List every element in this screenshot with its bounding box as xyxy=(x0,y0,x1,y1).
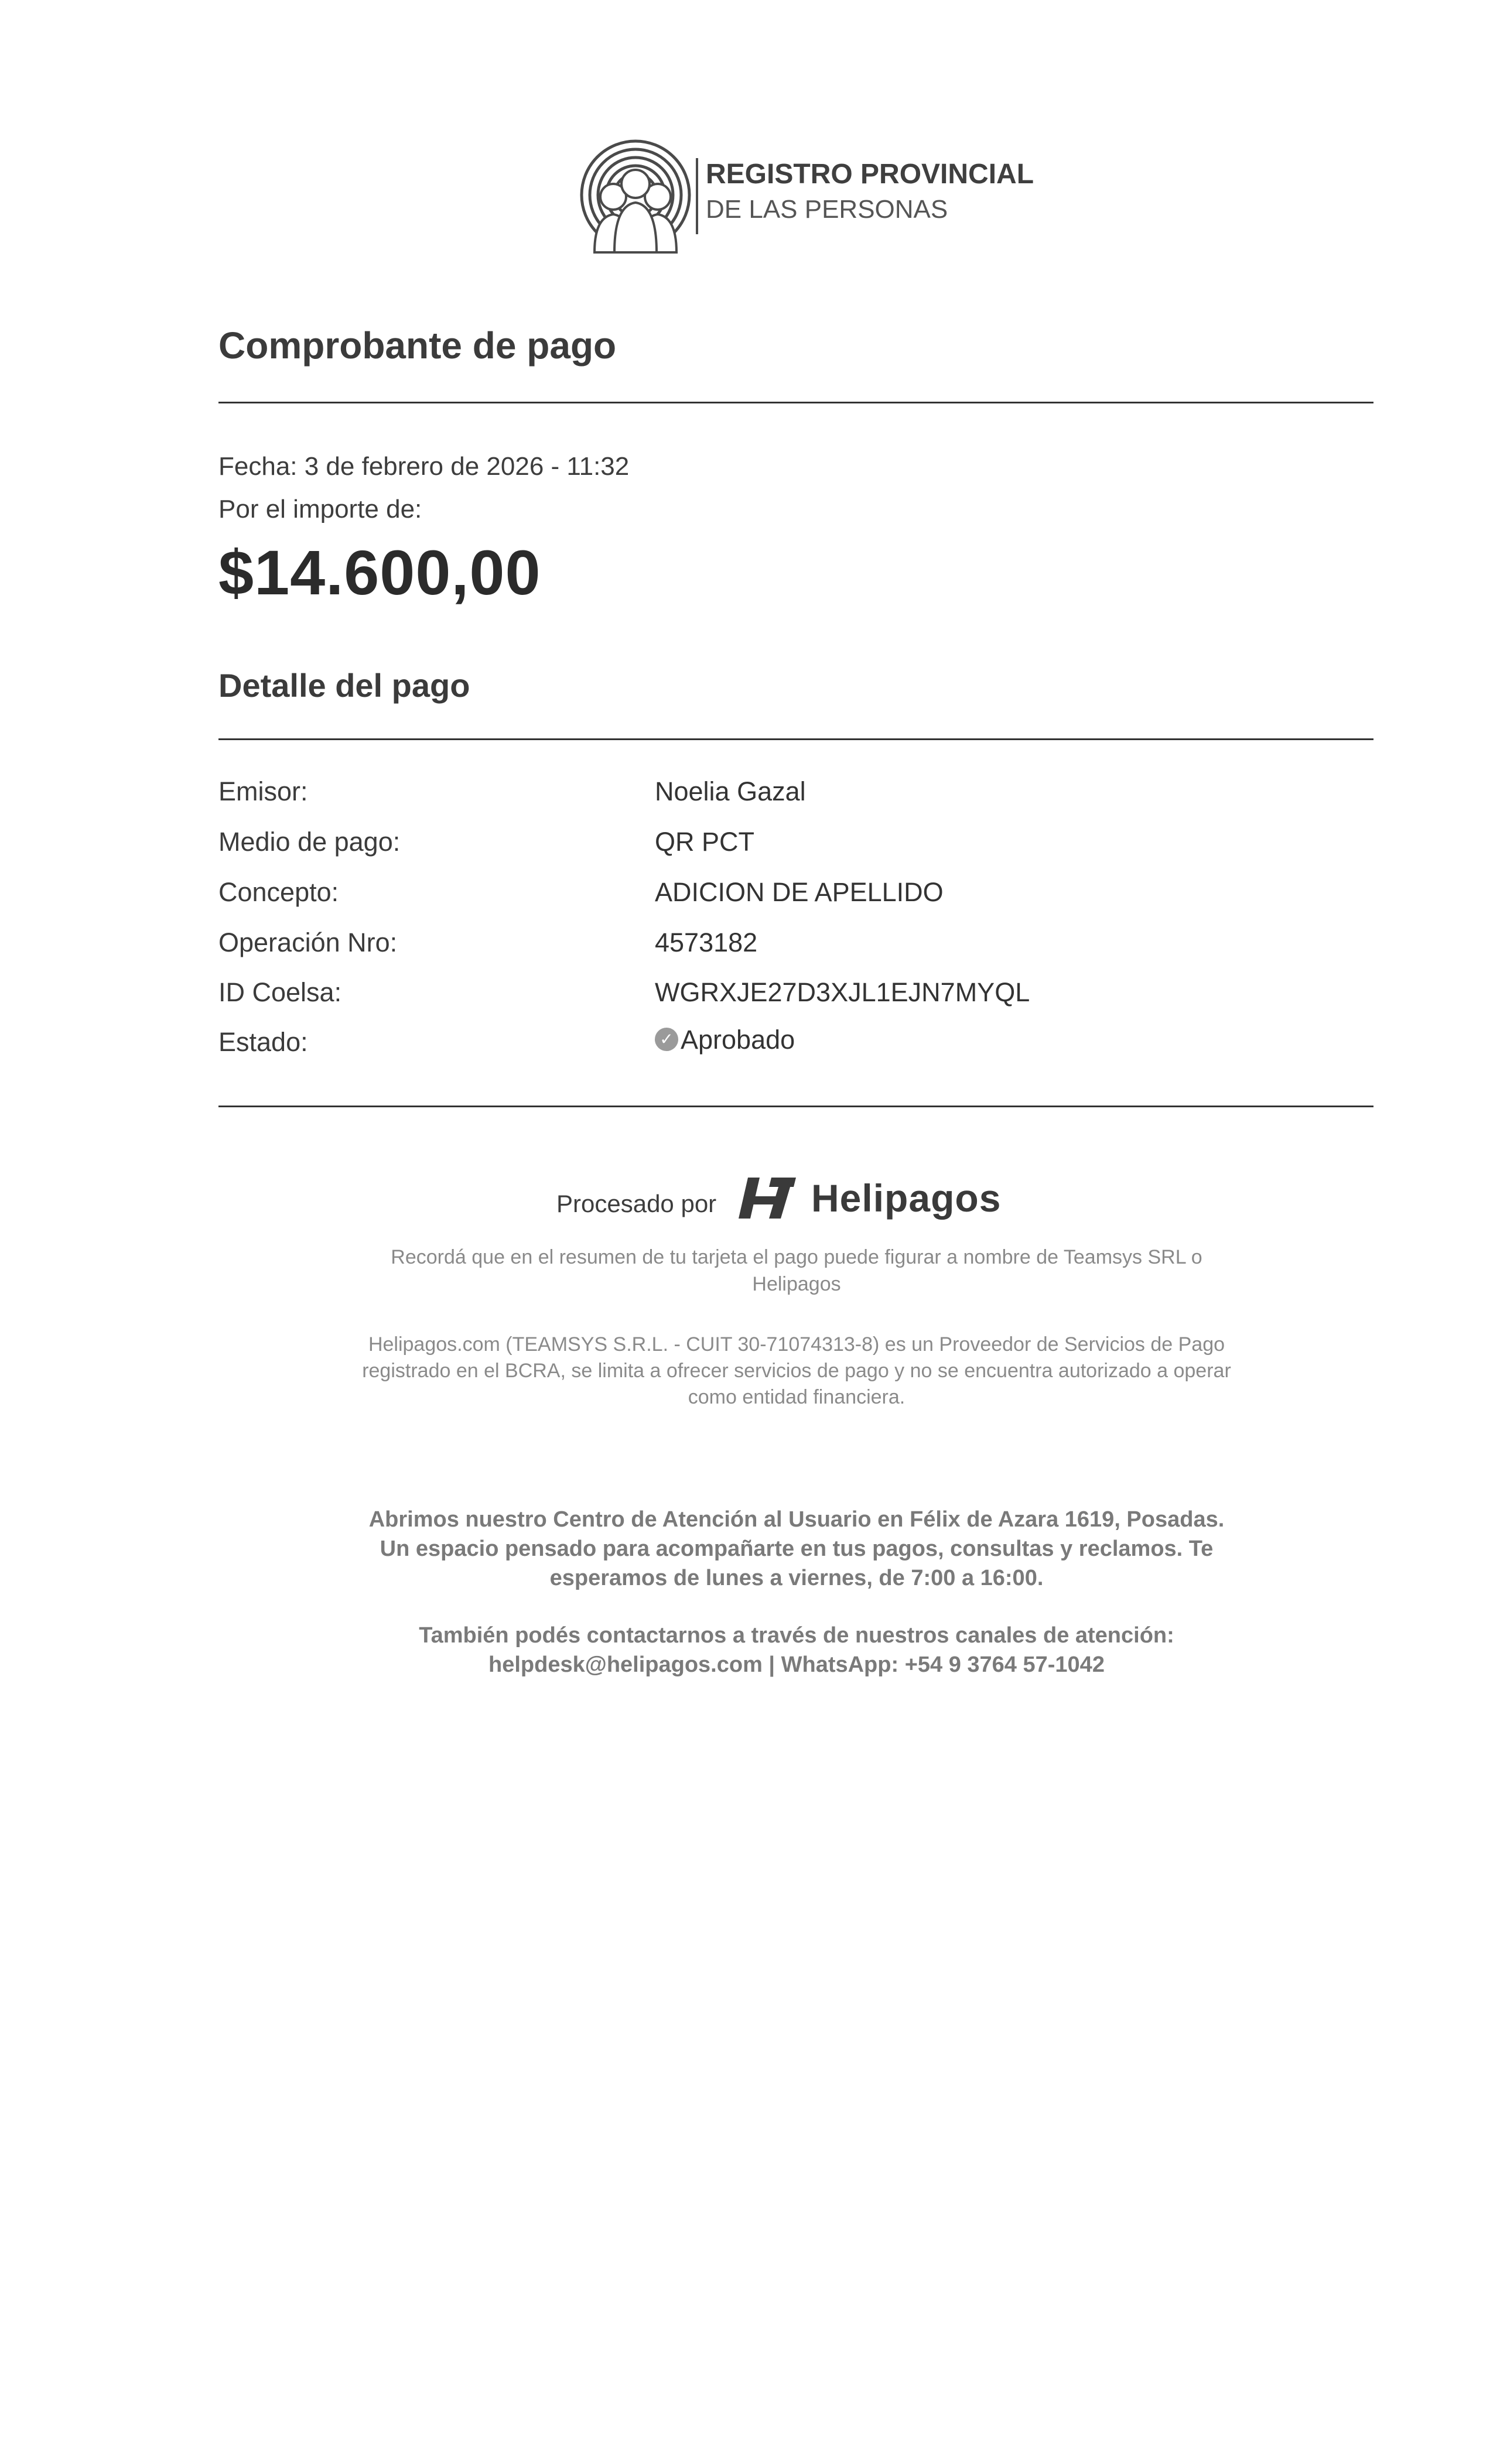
amount-label: Por el importe de: xyxy=(218,495,422,523)
status-text: Aprobado xyxy=(681,1025,795,1055)
org-name-line1: REGISTRO PROVINCIAL xyxy=(706,159,1034,190)
card-note-line2: Helipagos xyxy=(752,1273,841,1295)
detail-value-id-coelsa: WGRXJE27D3XJL1EJN7MYQL xyxy=(655,977,1030,1007)
legal-note xyxy=(305,1332,1289,1411)
detail-label-operacion: Operación Nro: xyxy=(218,928,398,957)
attention-center-note xyxy=(281,1505,1312,1593)
logo-divider xyxy=(696,158,698,234)
detail-value-emisor: Noelia Gazal xyxy=(655,776,806,806)
detail-label-id-coelsa: ID Coelsa: xyxy=(218,977,342,1007)
attention-line1: Abrimos nuestro Centro de Atención al Usuario en Félix de Azara 1619, Posadas. xyxy=(368,1507,1225,1532)
detail-value-operacion: 4573182 xyxy=(655,928,758,957)
divider xyxy=(218,1106,1373,1107)
detail-label-medio-pago: Medio de pago: xyxy=(218,827,401,857)
card-statement-note xyxy=(305,1244,1289,1298)
contact-line2: helpdesk@helipagos.com | WhatsApp: +54 9 3764 57-1042 xyxy=(488,1652,1105,1677)
legal-note-line3: como entidad financiera. xyxy=(688,1386,906,1408)
details-title: Detalle del pago xyxy=(218,667,470,704)
check-circle-icon: ✓ xyxy=(655,1028,678,1051)
processed-by-label: Procesado por xyxy=(556,1190,717,1217)
contact-line1: También podés contactarnos a través de nuestros canales de atención: xyxy=(419,1623,1174,1648)
receipt-title: Comprobante de pago xyxy=(218,324,617,367)
divider xyxy=(218,402,1373,403)
org-name-line2: DE LAS PERSONAS xyxy=(706,195,948,224)
detail-label-estado: Estado: xyxy=(218,1027,308,1057)
registro-provincial-logo-icon xyxy=(577,132,694,258)
card-note-line1: Recordá que en el resumen de tu tarjeta el pago puede figurar a nombre de Teamsys SRL o xyxy=(391,1246,1202,1268)
detail-value-estado xyxy=(655,1025,795,1055)
legal-note-line2: registrado en el BCRA, se limita a ofrecer servicios de pago y no se encuentra autorizado a operar xyxy=(362,1360,1231,1382)
attention-line2: Un espacio pensado para acompañarte en tus pagos, consultas y reclamos. Te xyxy=(380,1536,1214,1561)
helipagos-logo-icon xyxy=(735,1174,799,1222)
contact-channels xyxy=(281,1621,1312,1679)
payment-date: Fecha: 3 de febrero de 2026 - 11:32 xyxy=(218,452,630,481)
payment-amount: $14.600,00 xyxy=(218,537,541,608)
detail-value-concepto: ADICION DE APELLIDO xyxy=(655,877,944,907)
attention-line3: esperamos de lunes a viernes, de 7:00 a 16:00. xyxy=(549,1566,1044,1590)
detail-label-concepto: Concepto: xyxy=(218,877,339,907)
divider xyxy=(218,738,1373,740)
detail-label-emisor: Emisor: xyxy=(218,776,308,806)
detail-value-medio-pago: QR PCT xyxy=(655,827,755,857)
processor-name: Helipagos xyxy=(811,1176,1002,1220)
legal-note-line1: Helipagos.com (TEAMSYS S.R.L. - CUIT 30-71074313-8) es un Proveedor de Servicios de Pago xyxy=(368,1333,1225,1356)
